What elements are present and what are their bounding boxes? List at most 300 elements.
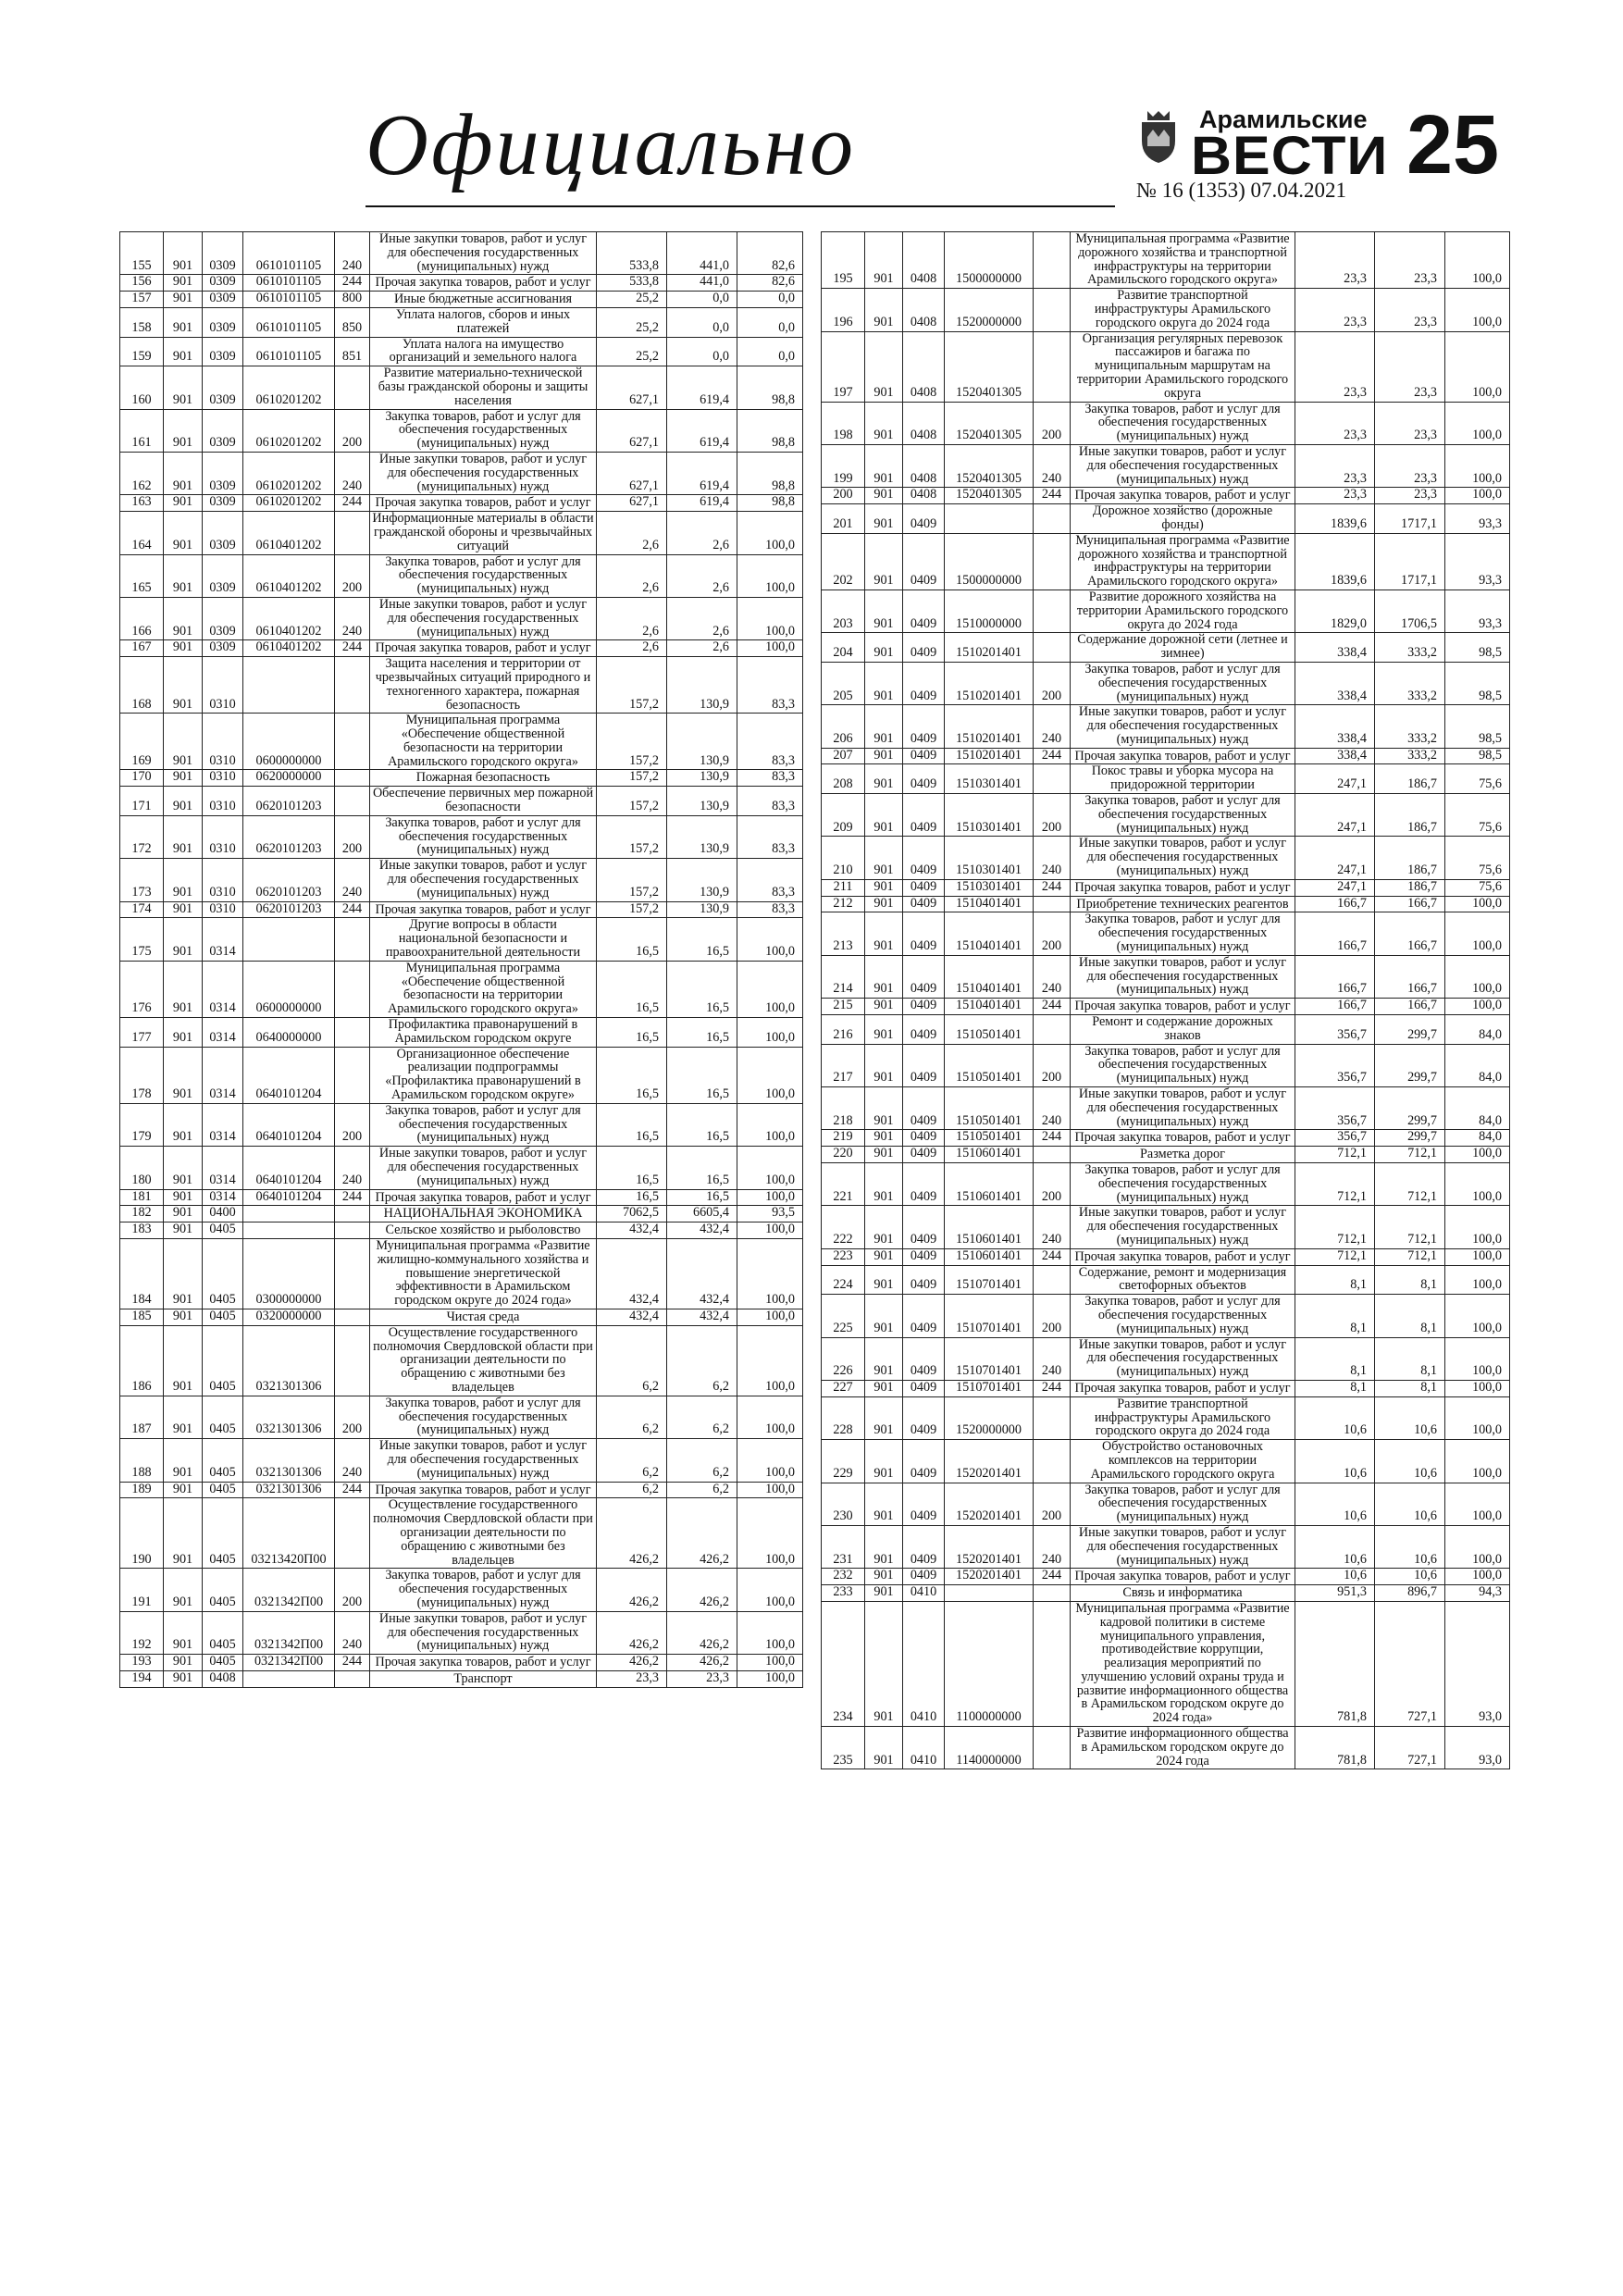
table-row <box>822 1337 1510 1380</box>
target-article-code: 0610101105 <box>243 275 335 292</box>
execution-percent: 93,0 <box>1445 1727 1510 1769</box>
actual-amount: 712,1 <box>1375 1248 1445 1265</box>
item-name: Уплата налога на имущество организаций и земельного налога <box>370 337 597 366</box>
planned-amount: 8,1 <box>1295 1295 1375 1337</box>
section-code: 0310 <box>203 901 243 918</box>
execution-percent: 100,0 <box>737 512 803 554</box>
planned-amount: 166,7 <box>1295 912 1375 955</box>
table-row <box>822 1569 1510 1585</box>
grbs-code: 901 <box>164 657 203 714</box>
item-name: Развитие транспортной инфраструктуры Арамильского городского округа до 2024 года <box>1071 1396 1295 1439</box>
actual-amount: 130,9 <box>667 657 737 714</box>
table-row <box>120 337 803 366</box>
actual-amount: 16,5 <box>667 1103 737 1146</box>
item-name: Содержание дорожной сети (летнее и зимнее) <box>1071 633 1295 663</box>
table-row <box>822 955 1510 998</box>
table-row <box>120 901 803 918</box>
section-code: 0408 <box>903 289 945 331</box>
table-row <box>822 1015 1510 1045</box>
item-name: Прочая закупка товаров, работ и услуг <box>370 495 597 512</box>
item-name: Прочая закупка товаров, работ и услуг <box>370 275 597 292</box>
execution-percent: 100,0 <box>1445 331 1510 402</box>
table-row <box>822 999 1510 1015</box>
row-number: 177 <box>120 1018 164 1048</box>
planned-amount: 2,6 <box>597 597 667 639</box>
actual-amount: 16,5 <box>667 918 737 961</box>
execution-percent: 100,0 <box>737 640 803 657</box>
target-article-code <box>945 504 1034 534</box>
execution-percent: 100,0 <box>737 1670 803 1687</box>
actual-amount: 299,7 <box>1375 1130 1445 1147</box>
expense-type-code: 240 <box>1034 1206 1071 1248</box>
grbs-code: 901 <box>865 794 903 837</box>
grbs-code: 901 <box>164 452 203 494</box>
row-number: 173 <box>120 859 164 901</box>
item-name: Закупка товаров, работ и услуг для обеспечения государственных (муниципальных) нужд <box>1071 794 1295 837</box>
expense-type-code: 200 <box>1034 1044 1071 1086</box>
planned-amount: 247,1 <box>1295 837 1375 879</box>
table-row <box>822 896 1510 912</box>
target-article-code: 1520401305 <box>945 331 1034 402</box>
planned-amount: 157,2 <box>597 901 667 918</box>
row-number: 208 <box>822 764 865 794</box>
item-name: Закупка товаров, работ и услуг для обеспечения государственных (муниципальных) нужд <box>370 554 597 597</box>
grbs-code: 901 <box>865 1525 903 1568</box>
actual-amount: 16,5 <box>667 1147 737 1189</box>
grbs-code: 901 <box>865 999 903 1015</box>
grbs-code: 901 <box>164 961 203 1017</box>
section-code: 0409 <box>903 1248 945 1265</box>
row-number: 230 <box>822 1483 865 1525</box>
execution-percent: 100,0 <box>737 1018 803 1048</box>
item-name: Развитие информационного общества в Арамильском городском округе до 2024 года <box>1071 1727 1295 1769</box>
execution-percent: 93,5 <box>737 1206 803 1222</box>
actual-amount: 130,9 <box>667 770 737 787</box>
table-row <box>120 307 803 337</box>
actual-amount: 10,6 <box>1375 1440 1445 1483</box>
grbs-code: 901 <box>865 504 903 534</box>
section-code: 0309 <box>203 292 243 308</box>
target-article-code: 1520201401 <box>945 1569 1034 1585</box>
item-name: Сельское хозяйство и рыболовство <box>370 1222 597 1239</box>
grbs-code: 901 <box>865 662 903 704</box>
planned-amount: 7062,5 <box>597 1206 667 1222</box>
target-article-code: 1510401401 <box>945 955 1034 998</box>
row-number: 214 <box>822 955 865 998</box>
expense-type-code: 200 <box>335 409 370 452</box>
actual-amount: 619,4 <box>667 409 737 452</box>
execution-percent: 0,0 <box>737 292 803 308</box>
planned-amount: 712,1 <box>1295 1163 1375 1206</box>
row-number: 218 <box>822 1087 865 1130</box>
expense-type-code <box>1034 1440 1071 1483</box>
section-code: 0310 <box>203 714 243 770</box>
section-code: 0309 <box>203 366 243 409</box>
grbs-code: 901 <box>865 837 903 879</box>
planned-amount: 2,6 <box>597 512 667 554</box>
actual-amount: 727,1 <box>1375 1601 1445 1726</box>
section-code: 0409 <box>903 748 945 764</box>
item-name: Иные закупки товаров, работ и услуг для обеспечения государственных (муниципальных) нужд <box>370 1611 597 1654</box>
execution-percent: 100,0 <box>737 1147 803 1189</box>
section-code: 0309 <box>203 452 243 494</box>
target-article-code: 0640101204 <box>243 1189 335 1206</box>
item-name: Осуществление государственного полномочия Свердловской области при организации деятельности по обращению с животными без владельцев <box>370 1325 597 1396</box>
actual-amount: 23,3 <box>1375 488 1445 504</box>
expense-type-code <box>335 512 370 554</box>
target-article-code: 03213420П00 <box>243 1498 335 1569</box>
row-number: 162 <box>120 452 164 494</box>
item-name: Прочая закупка товаров, работ и услуг <box>1071 1130 1295 1147</box>
row-number: 206 <box>822 705 865 748</box>
execution-percent: 100,0 <box>1445 289 1510 331</box>
target-article-code: 0620101203 <box>243 815 335 858</box>
actual-amount: 6605,4 <box>667 1206 737 1222</box>
actual-amount: 10,6 <box>1375 1483 1445 1525</box>
grbs-code: 901 <box>865 896 903 912</box>
expense-type-code <box>335 1206 370 1222</box>
grbs-code: 901 <box>865 1087 903 1130</box>
target-article-code: 1520201401 <box>945 1483 1034 1525</box>
expense-type-code <box>1034 504 1071 534</box>
actual-amount: 166,7 <box>1375 955 1445 998</box>
grbs-code: 901 <box>865 955 903 998</box>
expense-type-code <box>1034 1265 1071 1295</box>
planned-amount: 10,6 <box>1295 1569 1375 1585</box>
target-article-code: 0610101105 <box>243 307 335 337</box>
expense-type-code <box>1034 232 1071 289</box>
expense-type-code: 200 <box>335 815 370 858</box>
item-name: Уплата налогов, сборов и иных платежей <box>370 307 597 337</box>
target-article-code: 1510201401 <box>945 633 1034 663</box>
expense-type-code: 240 <box>335 232 370 275</box>
table-row <box>120 597 803 639</box>
execution-percent: 98,5 <box>1445 748 1510 764</box>
grbs-code: 901 <box>865 1727 903 1769</box>
grbs-code: 901 <box>164 918 203 961</box>
expense-type-code <box>335 1238 370 1309</box>
item-name: Организационное обеспечение реализации подпрограммы «Профилактика правонарушений в Арамильском городском округе» <box>370 1047 597 1103</box>
grbs-code: 901 <box>164 1238 203 1309</box>
expense-type-code <box>335 1047 370 1103</box>
section-code: 0409 <box>903 764 945 794</box>
planned-amount: 627,1 <box>597 495 667 512</box>
item-name: Связь и информатика <box>1071 1585 1295 1602</box>
planned-amount: 426,2 <box>597 1569 667 1611</box>
planned-amount: 23,3 <box>1295 488 1375 504</box>
execution-percent: 83,3 <box>737 859 803 901</box>
table-row <box>120 714 803 770</box>
execution-percent: 83,3 <box>737 657 803 714</box>
section-code: 0405 <box>203 1569 243 1611</box>
actual-amount: 432,4 <box>667 1309 737 1325</box>
section-code: 0310 <box>203 859 243 901</box>
table-row <box>120 1103 803 1146</box>
grbs-code: 901 <box>164 1498 203 1569</box>
target-article-code: 1510401401 <box>945 999 1034 1015</box>
actual-amount: 333,2 <box>1375 662 1445 704</box>
item-name: Иные закупки товаров, работ и услуг для обеспечения государственных (муниципальных) нужд <box>1071 444 1295 487</box>
grbs-code: 901 <box>865 879 903 896</box>
section-code: 0409 <box>903 1265 945 1295</box>
target-article-code: 1510301401 <box>945 794 1034 837</box>
section-code: 0409 <box>903 837 945 879</box>
actual-amount: 426,2 <box>667 1655 737 1671</box>
execution-percent: 83,3 <box>737 714 803 770</box>
planned-amount: 8,1 <box>1295 1265 1375 1295</box>
issue-line: № 16 (1353) 07.04.2021 <box>1136 179 1347 202</box>
target-article-code: 1510401401 <box>945 896 1034 912</box>
budget-table-left <box>119 231 803 1688</box>
section-code: 0405 <box>203 1238 243 1309</box>
planned-amount: 10,6 <box>1295 1396 1375 1439</box>
actual-amount: 166,7 <box>1375 999 1445 1015</box>
table-row <box>822 633 1510 663</box>
table-row <box>822 879 1510 896</box>
section-code: 0409 <box>903 1525 945 1568</box>
item-name: Иные закупки товаров, работ и услуг для обеспечения государственных (муниципальных) нужд <box>1071 955 1295 998</box>
execution-percent: 98,8 <box>737 452 803 494</box>
planned-amount: 157,2 <box>597 815 667 858</box>
coat-of-arms-icon <box>1136 109 1181 165</box>
target-article-code: 0610101105 <box>243 292 335 308</box>
row-number: 197 <box>822 331 865 402</box>
item-name: Закупка товаров, работ и услуг для обеспечения государственных (муниципальных) нужд <box>370 1569 597 1611</box>
execution-percent: 100,0 <box>1445 1295 1510 1337</box>
table-row <box>120 292 803 308</box>
grbs-code: 901 <box>164 1670 203 1687</box>
actual-amount: 23,3 <box>667 1670 737 1687</box>
actual-amount: 0,0 <box>667 307 737 337</box>
expense-type-code <box>1034 764 1071 794</box>
target-article-code: 1510501401 <box>945 1087 1034 1130</box>
execution-percent: 82,6 <box>737 232 803 275</box>
target-article-code: 0640101204 <box>243 1103 335 1146</box>
planned-amount: 6,2 <box>597 1439 667 1482</box>
item-name: Прочая закупка товаров, работ и услуг <box>1071 748 1295 764</box>
row-number: 231 <box>822 1525 865 1568</box>
section-code: 0409 <box>903 955 945 998</box>
budget-table-right <box>821 231 1510 1769</box>
actual-amount: 1717,1 <box>1375 504 1445 534</box>
planned-amount: 25,2 <box>597 292 667 308</box>
execution-percent: 84,0 <box>1445 1044 1510 1086</box>
target-article-code: 0640000000 <box>243 1018 335 1048</box>
expense-type-code: 240 <box>1034 955 1071 998</box>
expense-type-code: 200 <box>335 1396 370 1438</box>
expense-type-code <box>1034 1727 1071 1769</box>
planned-amount: 8,1 <box>1295 1337 1375 1380</box>
actual-amount: 6,2 <box>667 1482 737 1498</box>
expense-type-code: 240 <box>1034 444 1071 487</box>
table-row <box>120 657 803 714</box>
planned-amount: 338,4 <box>1295 662 1375 704</box>
execution-percent: 100,0 <box>737 597 803 639</box>
item-name: Пожарная безопасность <box>370 770 597 787</box>
expense-type-code <box>335 1018 370 1048</box>
section-title: Официально <box>365 97 857 193</box>
item-name: Муниципальная программа «Обеспечение общественной безопасности на территории Арамильского городского округа» <box>370 961 597 1017</box>
execution-percent: 100,0 <box>737 961 803 1017</box>
grbs-code: 901 <box>865 1248 903 1265</box>
row-number: 183 <box>120 1222 164 1239</box>
grbs-code: 901 <box>164 1655 203 1671</box>
item-name: Обеспечение первичных мер пожарной безопасности <box>370 787 597 816</box>
target-article-code: 0610101105 <box>243 337 335 366</box>
planned-amount: 16,5 <box>597 1103 667 1146</box>
row-number: 172 <box>120 815 164 858</box>
item-name: Иные закупки товаров, работ и услуг для обеспечения государственных (муниципальных) нужд <box>370 1147 597 1189</box>
planned-amount: 157,2 <box>597 657 667 714</box>
item-name: Иные бюджетные ассигнования <box>370 292 597 308</box>
planned-amount: 166,7 <box>1295 955 1375 998</box>
row-number: 176 <box>120 961 164 1017</box>
target-article-code: 1100000000 <box>945 1601 1034 1726</box>
planned-amount: 166,7 <box>1295 999 1375 1015</box>
grbs-code: 901 <box>865 1396 903 1439</box>
actual-amount: 333,2 <box>1375 633 1445 663</box>
table-row <box>120 787 803 816</box>
actual-amount: 130,9 <box>667 787 737 816</box>
grbs-code: 901 <box>164 1189 203 1206</box>
actual-amount: 619,4 <box>667 495 737 512</box>
grbs-code: 901 <box>164 1018 203 1048</box>
target-article-code: 0620101203 <box>243 901 335 918</box>
planned-amount: 712,1 <box>1295 1147 1375 1163</box>
section-code: 0405 <box>203 1611 243 1654</box>
expense-type-code <box>1034 331 1071 402</box>
expense-type-code: 244 <box>1034 1569 1071 1585</box>
grbs-code: 901 <box>865 1483 903 1525</box>
actual-amount: 432,4 <box>667 1222 737 1239</box>
target-article-code <box>243 1206 335 1222</box>
actual-amount: 727,1 <box>1375 1727 1445 1769</box>
execution-percent: 100,0 <box>737 918 803 961</box>
section-code: 0314 <box>203 961 243 1017</box>
table-row <box>822 1248 1510 1265</box>
grbs-code: 901 <box>865 1130 903 1147</box>
execution-percent: 75,6 <box>1445 879 1510 896</box>
target-article-code: 0321301306 <box>243 1482 335 1498</box>
row-number: 221 <box>822 1163 865 1206</box>
grbs-code: 901 <box>865 764 903 794</box>
item-name: Ремонт и содержание дорожных знаков <box>1071 1015 1295 1045</box>
section-code: 0409 <box>903 1147 945 1163</box>
grbs-code: 901 <box>865 444 903 487</box>
table-row <box>120 918 803 961</box>
item-name: Закупка товаров, работ и услуг для обеспечения государственных (муниципальных) нужд <box>1071 1163 1295 1206</box>
expense-type-code <box>335 366 370 409</box>
actual-amount: 896,7 <box>1375 1585 1445 1602</box>
grbs-code: 901 <box>164 714 203 770</box>
table-row <box>120 1206 803 1222</box>
target-article-code: 1510701401 <box>945 1265 1034 1295</box>
grbs-code: 901 <box>164 901 203 918</box>
planned-amount: 781,8 <box>1295 1601 1375 1726</box>
row-number: 160 <box>120 366 164 409</box>
table-row <box>822 794 1510 837</box>
execution-percent: 100,0 <box>737 1396 803 1438</box>
grbs-code: 901 <box>164 292 203 308</box>
planned-amount: 432,4 <box>597 1238 667 1309</box>
expense-type-code <box>1034 289 1071 331</box>
row-number: 192 <box>120 1611 164 1654</box>
grbs-code: 901 <box>164 1222 203 1239</box>
section-code: 0314 <box>203 1018 243 1048</box>
target-article-code: 1520201401 <box>945 1525 1034 1568</box>
actual-amount: 23,3 <box>1375 444 1445 487</box>
planned-amount: 16,5 <box>597 1189 667 1206</box>
target-article-code: 1510601401 <box>945 1147 1034 1163</box>
table-row <box>822 533 1510 590</box>
section-code: 0409 <box>903 1295 945 1337</box>
execution-percent: 100,0 <box>737 554 803 597</box>
actual-amount: 186,7 <box>1375 879 1445 896</box>
expense-type-code: 850 <box>335 307 370 337</box>
expense-type-code: 244 <box>1034 879 1071 896</box>
target-article-code: 0610401202 <box>243 554 335 597</box>
execution-percent: 100,0 <box>737 1238 803 1309</box>
item-name: Прочая закупка товаров, работ и услуг <box>370 1189 597 1206</box>
section-code: 0405 <box>203 1655 243 1671</box>
section-code: 0309 <box>203 307 243 337</box>
row-number: 234 <box>822 1601 865 1726</box>
target-article-code: 0620101203 <box>243 859 335 901</box>
grbs-code: 901 <box>865 533 903 590</box>
grbs-code: 901 <box>865 1044 903 1086</box>
execution-percent: 98,8 <box>737 495 803 512</box>
planned-amount: 23,3 <box>597 1670 667 1687</box>
execution-percent: 84,0 <box>1445 1130 1510 1147</box>
planned-amount: 338,4 <box>1295 705 1375 748</box>
actual-amount: 441,0 <box>667 232 737 275</box>
item-name: Иные закупки товаров, работ и услуг для обеспечения государственных (муниципальных) нужд <box>1071 1525 1295 1568</box>
target-article-code: 1510000000 <box>945 590 1034 632</box>
grbs-code: 901 <box>164 232 203 275</box>
execution-percent: 100,0 <box>1445 1206 1510 1248</box>
grbs-code: 901 <box>164 307 203 337</box>
planned-amount: 247,1 <box>1295 764 1375 794</box>
section-code: 0314 <box>203 1047 243 1103</box>
item-name: Приобретение технических реагентов <box>1071 896 1295 912</box>
section-code: 0408 <box>903 402 945 444</box>
execution-percent: 75,6 <box>1445 794 1510 837</box>
row-number: 205 <box>822 662 865 704</box>
row-number: 159 <box>120 337 164 366</box>
item-name: Закупка товаров, работ и услуг для обеспечения государственных (муниципальных) нужд <box>1071 1483 1295 1525</box>
planned-amount: 627,1 <box>597 409 667 452</box>
table-row <box>822 705 1510 748</box>
planned-amount: 6,2 <box>597 1396 667 1438</box>
table-row <box>120 1482 803 1498</box>
expense-type-code <box>335 770 370 787</box>
expense-type-code: 244 <box>335 495 370 512</box>
target-article-code: 0610401202 <box>243 597 335 639</box>
planned-amount: 627,1 <box>597 452 667 494</box>
execution-percent: 100,0 <box>737 1482 803 1498</box>
row-number: 174 <box>120 901 164 918</box>
expense-type-code <box>1034 633 1071 663</box>
table-row <box>822 1585 1510 1602</box>
row-number: 233 <box>822 1585 865 1602</box>
section-code: 0310 <box>203 815 243 858</box>
planned-amount: 247,1 <box>1295 879 1375 896</box>
target-article-code <box>243 1222 335 1239</box>
expense-type-code <box>1034 1147 1071 1163</box>
table-row <box>120 640 803 657</box>
section-code: 0310 <box>203 787 243 816</box>
actual-amount: 2,6 <box>667 554 737 597</box>
